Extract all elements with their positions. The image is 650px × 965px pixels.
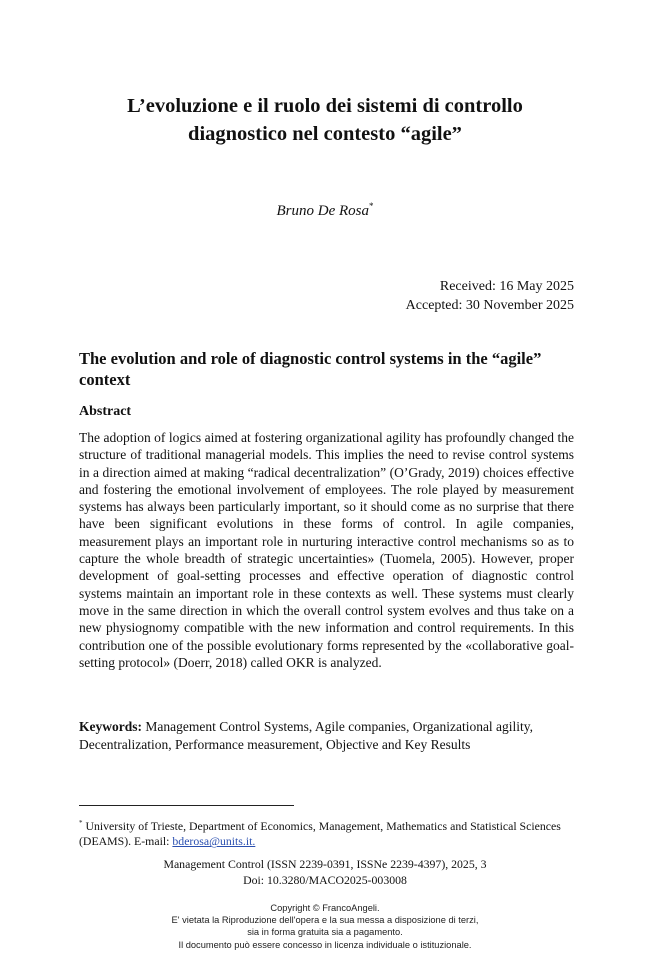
copyright-notice — [0, 902, 650, 951]
journal-line: Management Control (ISSN 2239-0391, ISSNe 2239-4397), 2025, 3 — [163, 857, 487, 871]
author-name: Bruno De Rosa — [276, 203, 369, 219]
title-line-1: L’evoluzione e il ruolo dei sistemi di controllo — [127, 95, 523, 117]
title-line-2: diagnostico nel contesto “agile” — [188, 123, 462, 145]
keywords-list: Management Control Systems, Agile companies, Organizational agility, Decentralization, Performance measurement, Objective and Key Results — [79, 719, 534, 752]
received-date: Received: 16 May 2025 — [439, 279, 574, 294]
submission-dates — [406, 277, 574, 315]
abstract-heading: Abstract — [79, 404, 132, 419]
copyright-line-1: Copyright © FrancoAngeli. — [270, 903, 380, 913]
keywords — [79, 718, 574, 753]
journal-info — [0, 857, 650, 888]
doi-line: Doi: 10.3280/MACO2025-003008 — [243, 872, 407, 887]
author-byline — [0, 201, 650, 220]
english-title: The evolution and role of diagnostic control systems in the “agile” context — [79, 349, 542, 389]
copyright-line-2: E' vietata la Riproduzione dell'opera e la sua messa a disposizione di terzi, — [171, 915, 479, 926]
keywords-label: Keywords: — [79, 719, 142, 734]
author-email-link[interactable]: bderosa@units.it. — [172, 834, 256, 849]
abstract-text: The adoption of logics aimed at fostering organizational agility has profoundly changed the structure of traditional managerial models. This implies the need to revise control systems in a direction aimed at making “radical decentralization” (O’Grady, 2019) choices effective and fostering the emotional involvement of employees. The role played by measurement systems has always been particularly important, so it should come as no surprise that there have been significant evolutions in these forms of control. In agile companies, measurement plays an important role in nurturing interactive control mechanisms so as to capture the whole breadth of strategic uncertainties» (Tuomela, 2005). However, proper development of goal-setting processes and effective operation of diagnostic control systems maintain an important role in these contexts as well. These systems must clearly move in the same direction in which the overall control system evolves and thus take on a new physiognomy compatible with the new information and control requirements. In this contribution one of the possible evolutionary forms represented by the «collaborative goal-setting protocol» (Doerr, 2018) called OKR is analyzed. — [79, 430, 574, 670]
copyright-line-3: sia in forma gratuita sia a pagamento. — [247, 927, 403, 938]
footnote-divider — [79, 805, 294, 806]
author-footnote-marker: * — [369, 201, 374, 211]
accepted-date: Accepted: 30 November 2025 — [405, 298, 574, 313]
affiliation-footnote — [79, 816, 579, 850]
copyright-line-4: Il documento può essere concesso in licenza individuale o istituzionale. — [178, 939, 472, 950]
footnote-marker: * — [79, 819, 83, 827]
article-title — [60, 92, 590, 148]
affiliation-text: University of Trieste, Department of Economics, Management, Mathematics and Statistical Sciences (DEAMS). E-mail: — [79, 818, 561, 849]
